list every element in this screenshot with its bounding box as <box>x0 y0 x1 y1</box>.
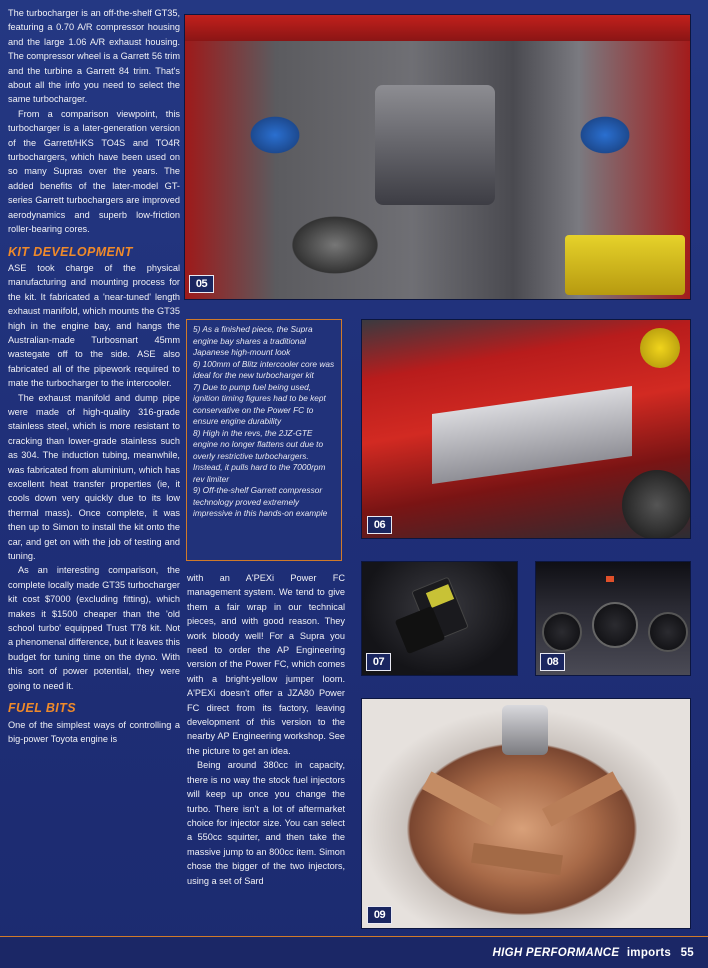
photo-power-fc <box>361 561 518 676</box>
page-number: 55 <box>680 947 694 959</box>
left-column <box>8 6 180 931</box>
photo-intercooler <box>361 319 691 539</box>
photo-gauges <box>535 561 691 676</box>
intro-paragraph-2: From a comparison viewpoint, this turbocharger is a later-generation version of the Garrett/HKS TO4S and TO4R turbochargers, which have been used on so many Supras over the years. The added benefits of the later-model GT-series Garrett turbochargers are improved aerodynamics and superb low-friction roller-bearing cores. <box>8 108 180 235</box>
caption-7: 7) Due to pump fuel being used, ignition timing figures had to be kept conservative on the Power FC to ensure engine durability <box>193 381 326 426</box>
magazine-suffix: imports <box>626 947 672 959</box>
photo-engine-bay <box>184 14 691 300</box>
intro-paragraph-1: The turbocharger is an off-the-shelf GT35, featuring a 0.70 A/R compressor housing and the large 1.06 A/R exhaust housing. The compressor wheel is a Garrett 56 trim and the turbine a Garrett 84 trim. That's about all the info you need to select the same turbocharger. <box>8 8 180 105</box>
caption-6: 6) 100mm of Blitz intercooler core was ideal for the new turbocharger kit <box>193 358 335 380</box>
mid-paragraph-2: Being around 380cc in capacity, there is no way the stock fuel injectors will keep up once you change the turbo. There isn't a lot of aftermarket choice for injector size. You can select a 550cc squirter, and then take the massive jump to an 800cc item. Simon chose the bigger of the two injectors, using a set of Sard <box>187 760 345 886</box>
heading-kit-development: KIT DEVELOPMENT <box>8 244 133 259</box>
caption-box <box>186 319 342 561</box>
heading-fuel-bits: FUEL BITS <box>8 701 76 716</box>
footer-masthead <box>492 947 694 959</box>
photo-compressor-wheel <box>361 698 691 929</box>
magazine-name: HIGH PERFORMANCE <box>492 947 620 959</box>
page-footer <box>0 936 708 968</box>
photo-number-09: 09 <box>367 906 392 924</box>
photo-number-07: 07 <box>366 653 391 671</box>
kit-paragraph-3: As an interesting comparison, the complete locally made GT35 turbocharger kit cost $7000 (excluding fitting), which makes it $1500 cheaper than the 'old school turbo' equipped Trust T78 kit. Not a phenomenal difference, but it leaves this budget for tuning time on the dyno. With this sort of power potential, they were going to need it. <box>8 565 180 691</box>
caption-5: 5) As a finished piece, the Supra engine bay shares a traditional Japanese high-mount look <box>193 324 313 357</box>
caption-8: 8) High in the revs, the 2JZ-GTE engine no longer flattens out due to overly restrictive turbochargers. Instead, it pulls hard to the 7000rpm rev limiter <box>193 427 326 484</box>
kit-paragraph-1: ASE took charge of the physical manufacturing and mounting process for the kit. It fabricated a 'near-tuned' length exhaust manifold, which mounts the GT35 high in the engine bay, and hangs the Australian-made Turbosmart 45mm wastegate off to the side. ASE also fabricated all of the pipework required to mate the turbocharger to the intercooler. <box>8 262 180 389</box>
photo-number-08: 08 <box>540 653 565 671</box>
photo-number-06: 06 <box>367 516 392 534</box>
caption-9: 9) Off-the-shelf Garrett compressor technology proved extremely impressive in this hands-on example <box>193 485 328 518</box>
mid-paragraph-1: with an A'PEXi Power FC management system. We tend to give them a fair wrap in our technical pieces, and with good reason. They work bloody well! For a Supra you need to order the AP Engineering version of the Power FC, which comes with a bright-yellow jumper loom. A'PEXi doesn't offer a JZA80 Power FC direct from its factory, leaving development of this version to the nearby AP Engineering workshop. See the picture to get an idea. <box>187 573 345 756</box>
middle-column <box>187 571 345 929</box>
kit-paragraph-2: The exhaust manifold and dump pipe were made of high-quality 316-grade stainless steel, which is more resistant to cracking than lower-grade stainless such as 304. The induction tubing, meanwhile, was fabricated from aluminium, which has excellent heat transfer properties (ie, it cools down very quickly due to its low thermal mass). Once complete, it was then up to Simon to install the kit onto the car, and get on with the job of testing and tuning. <box>8 392 180 562</box>
fuel-paragraph-1: One of the simplest ways of controlling a big-power Toyota engine is <box>8 719 180 744</box>
photo-number-05: 05 <box>189 275 214 293</box>
